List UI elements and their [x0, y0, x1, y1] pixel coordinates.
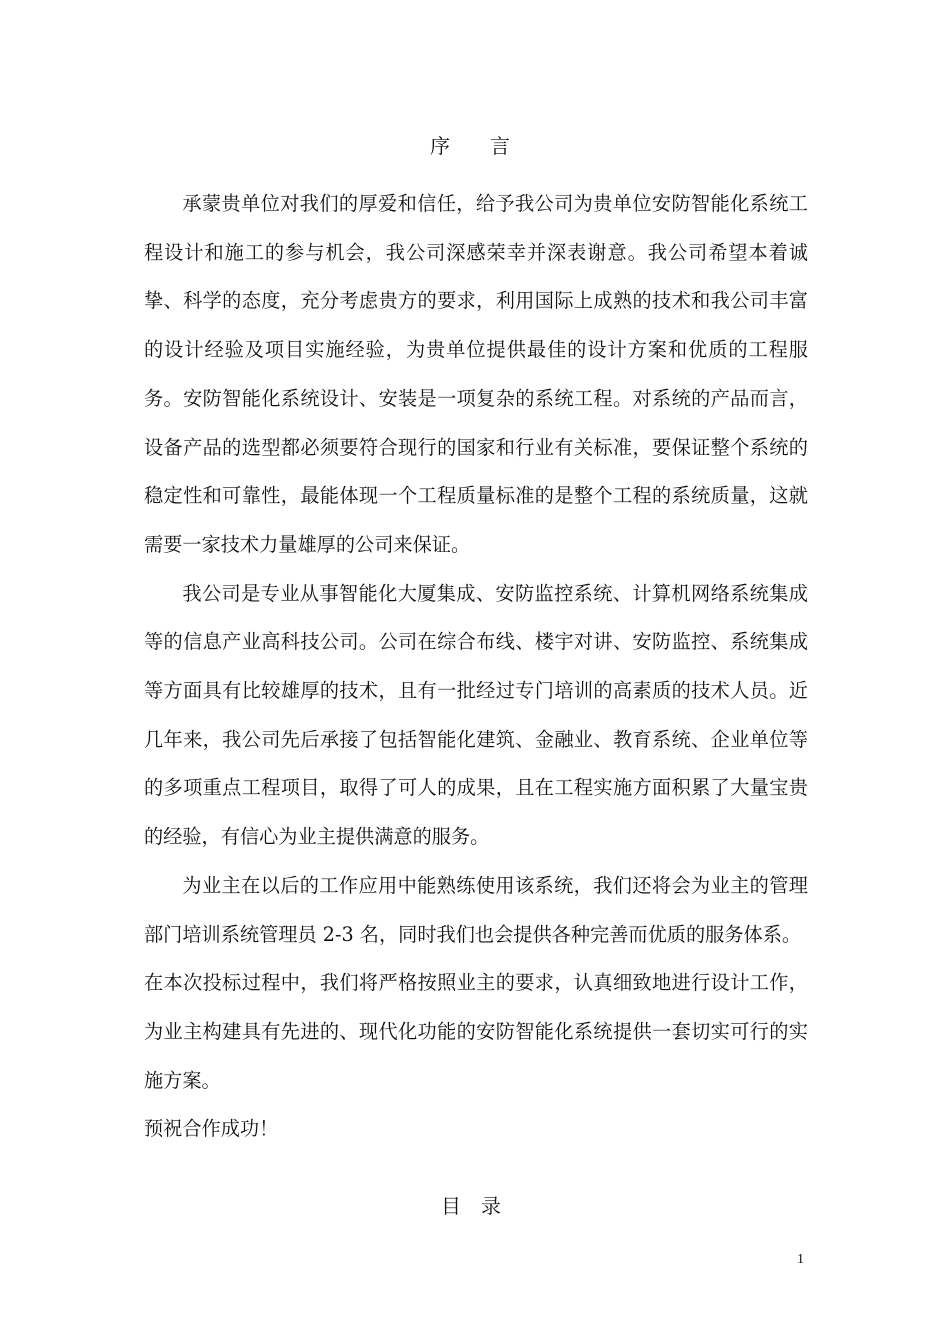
- preface-paragraph-4: 在本次投标过程中，我们将严格按照业主的要求，认真细致地进行设计工作，为业主构建具有先进的、现代化功能的安防智能化系统提供一套切实可行的实施方案。: [144, 971, 808, 1092]
- preface-paragraph-5: 预祝合作成功！: [144, 1117, 279, 1141]
- page-number: 1: [797, 1252, 804, 1267]
- preface-paragraph-2: 我公司是专业从事智能化大厦集成、安防监控系统、计算机网络系统集成等的信息产业高科技公司。公司在综合布线、楼宇对讲、安防监控、系统集成等方面具有比较雄厚的技术，且有一批经过专门培训的高素质的技术人员。近几年来，我公司先后承接了包括智能化建筑、金融业、教育系统、企业单位等的多项重点工程项目，取得了可人的成果，且在工程实施方面积累了大量宝贵的经验，有信心为业主提供满意的服务。: [144, 581, 808, 849]
- preface-title: 序 言: [430, 134, 510, 158]
- preface-body: [144, 180, 808, 1154]
- preface-paragraph-3: 为业主在以后的工作应用中能熟练使用该系统，我们还将会为业主的管理部门培训系统管理员 2-3 名，同时我们也会提供各种完善而优质的服务体系。: [144, 873, 808, 946]
- toc-title: 目 录: [441, 1194, 501, 1218]
- preface-paragraph-1: 承蒙贵单位对我们的厚爱和信任，给予我公司为贵单位安防智能化系统工程设计和施工的参与机会，我公司深感荣幸并深表谢意。我公司希望本着诚挚、科学的态度，充分考虑贵方的要求，利用国际上成熟的技术和我公司丰富的设计经验及项目实施经验，为贵单位提供最佳的设计方案和优质的工程服务。安防智能化系统设计、安装是一项复杂的系统工程。对系统的产品而言，设备产品的选型都必须要符合现行的国家和行业有关标准，要保证整个系统的稳定性和可靠性，最能体现一个工程质量标准的是整个工程的系统质量，这就需要一家技术力量雄厚的公司来保证。: [144, 192, 808, 556]
